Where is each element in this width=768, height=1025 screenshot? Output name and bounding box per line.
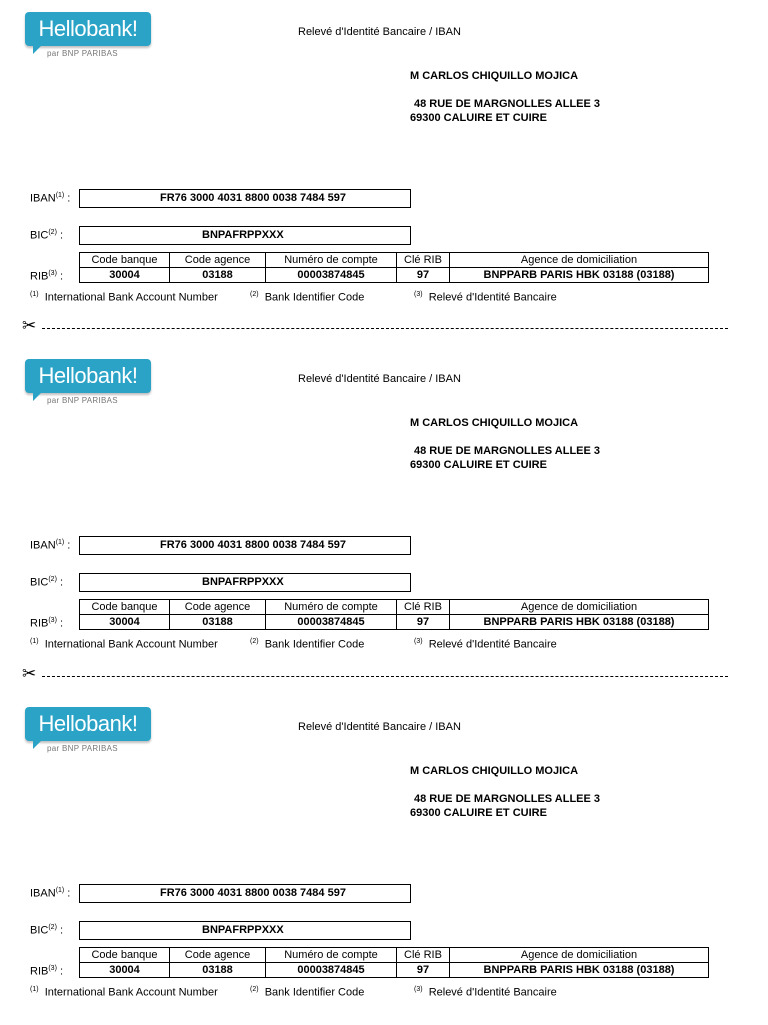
address-line-2: 69300 CALUIRE ET CUIRE	[410, 112, 547, 124]
address-line-2: 69300 CALUIRE ET CUIRE	[410, 459, 547, 471]
iban-label: IBAN$^{(1)}$ :	[30, 887, 71, 900]
rib-label: RIB$^{(3)}$ :	[30, 270, 64, 283]
bic-field	[79, 573, 411, 592]
footnote-iban: $^{(1)}$ International Bank Account Number	[30, 986, 218, 999]
iban-label: IBAN$^{(1)}$ :	[30, 192, 71, 205]
agence-value: BNPPARB PARIS HBK 03188 (03188)	[450, 268, 709, 283]
footnote-rib: $^{(3)}$ Relevé d'Identité Bancaire	[414, 986, 557, 999]
footnote-bic: $^{(2)}$ Bank Identifier Code	[250, 291, 365, 304]
iban-field	[79, 536, 411, 555]
header-code-banque: Code banque	[80, 253, 170, 268]
bic-label: BIC$^{(2)}$ :	[30, 576, 64, 589]
cle-rib-value: 97	[397, 268, 450, 283]
rib-header-row	[80, 253, 709, 268]
footnote-bic: $^{(2)}$ Bank Identifier Code	[250, 638, 365, 651]
rib-header-row	[80, 948, 709, 963]
hellobank-logo	[25, 12, 151, 58]
bic-label: BIC$^{(2)}$ :	[30, 924, 64, 937]
rib-section	[0, 347, 768, 677]
rib-label: RIB$^{(3)}$ :	[30, 965, 64, 978]
hellobank-logo	[25, 359, 151, 405]
footnote-bic: $^{(2)}$ Bank Identifier Code	[250, 986, 365, 999]
iban-label: IBAN$^{(1)}$ :	[30, 539, 71, 552]
code-agence-value: 03188	[170, 615, 266, 630]
bic-field	[79, 226, 411, 245]
logo-subtitle: par BNP PARIBAS	[47, 744, 118, 753]
logo-brand: Hellobank!	[25, 359, 151, 393]
hellobank-logo	[25, 707, 151, 753]
address-line-2: 69300 CALUIRE ET CUIRE	[410, 807, 547, 819]
header-agence: Agence de domiciliation	[450, 253, 709, 268]
bic-value: BNPAFRPPXXX	[202, 576, 284, 588]
numero-compte-value: 00003874845	[266, 268, 397, 283]
cle-rib-value: 97	[397, 615, 450, 630]
agence-value: BNPPARB PARIS HBK 03188 (03188)	[450, 963, 709, 978]
footnote-iban: $^{(1)}$ International Bank Account Number	[30, 638, 218, 651]
logo-subtitle: par BNP PARIBAS	[47, 49, 118, 58]
rib-section	[0, 0, 768, 330]
dashed-line	[42, 676, 728, 677]
numero-compte-value: 00003874845	[266, 615, 397, 630]
header-cle-rib: Clé RIB	[397, 948, 450, 963]
logo-tail	[33, 393, 41, 401]
rib-label: RIB$^{(3)}$ :	[30, 617, 64, 630]
logo-tail	[33, 46, 41, 54]
cle-rib-value: 97	[397, 963, 450, 978]
agence-value: BNPPARB PARIS HBK 03188 (03188)	[450, 615, 709, 630]
header-numero-compte: Numéro de compte	[266, 253, 397, 268]
cut-line	[22, 316, 728, 335]
rib-table	[79, 947, 709, 978]
footnote-rib: $^{(3)}$ Relevé d'Identité Bancaire	[414, 638, 557, 651]
code-agence-value: 03188	[170, 268, 266, 283]
address-line-1: 48 RUE DE MARGNOLLES ALLEE 3	[414, 98, 601, 110]
footnote-rib: $^{(3)}$ Relevé d'Identité Bancaire	[414, 291, 557, 304]
rib-values-row	[80, 963, 709, 978]
dashed-line	[42, 328, 728, 329]
iban-value: FR76 3000 4031 8800 0038 7484 597	[160, 192, 346, 204]
code-banque-value: 30004	[80, 268, 170, 283]
logo-brand: Hellobank!	[25, 707, 151, 741]
rib-header-row	[80, 600, 709, 615]
rib-section	[0, 695, 768, 1025]
account-holder-name: M CARLOS CHIQUILLO MOJICA	[410, 417, 579, 429]
logo-tail	[33, 741, 41, 749]
address-line-1: 48 RUE DE MARGNOLLES ALLEE 3	[414, 793, 601, 805]
code-banque-value: 30004	[80, 615, 170, 630]
logo-brand: Hellobank!	[25, 12, 151, 46]
bic-label: BIC$^{(2)}$ :	[30, 229, 64, 242]
iban-field	[79, 189, 411, 208]
rib-table	[79, 252, 709, 283]
iban-field	[79, 884, 411, 903]
header-code-agence: Code agence	[170, 600, 266, 615]
code-banque-value: 30004	[80, 963, 170, 978]
header-code-agence: Code agence	[170, 948, 266, 963]
header-code-agence: Code agence	[170, 253, 266, 268]
footnote-iban: $^{(1)}$ International Bank Account Number	[30, 291, 218, 304]
scissors-icon: ✂	[22, 316, 37, 335]
header-code-banque: Code banque	[80, 600, 170, 615]
iban-value: FR76 3000 4031 8800 0038 7484 597	[160, 539, 346, 551]
account-holder-name: M CARLOS CHIQUILLO MOJICA	[410, 765, 579, 777]
document-title: Relevé d'Identité Bancaire / IBAN	[298, 373, 461, 385]
cut-line	[22, 664, 728, 683]
rib-table	[79, 599, 709, 630]
rib-values-row	[80, 615, 709, 630]
iban-value: FR76 3000 4031 8800 0038 7484 597	[160, 887, 346, 899]
header-cle-rib: Clé RIB	[397, 600, 450, 615]
code-agence-value: 03188	[170, 963, 266, 978]
header-code-banque: Code banque	[80, 948, 170, 963]
header-numero-compte: Numéro de compte	[266, 948, 397, 963]
header-cle-rib: Clé RIB	[397, 253, 450, 268]
logo-subtitle: par BNP PARIBAS	[47, 396, 118, 405]
numero-compte-value: 00003874845	[266, 963, 397, 978]
document-title: Relevé d'Identité Bancaire / IBAN	[298, 721, 461, 733]
header-agence: Agence de domiciliation	[450, 948, 709, 963]
bic-value: BNPAFRPPXXX	[202, 924, 284, 936]
header-numero-compte: Numéro de compte	[266, 600, 397, 615]
scissors-icon: ✂	[22, 664, 37, 683]
document-title: Relevé d'Identité Bancaire / IBAN	[298, 26, 461, 38]
header-agence: Agence de domiciliation	[450, 600, 709, 615]
rib-values-row	[80, 268, 709, 283]
bic-value: BNPAFRPPXXX	[202, 229, 284, 241]
account-holder-name: M CARLOS CHIQUILLO MOJICA	[410, 70, 579, 82]
bic-field	[79, 921, 411, 940]
address-line-1: 48 RUE DE MARGNOLLES ALLEE 3	[414, 445, 601, 457]
